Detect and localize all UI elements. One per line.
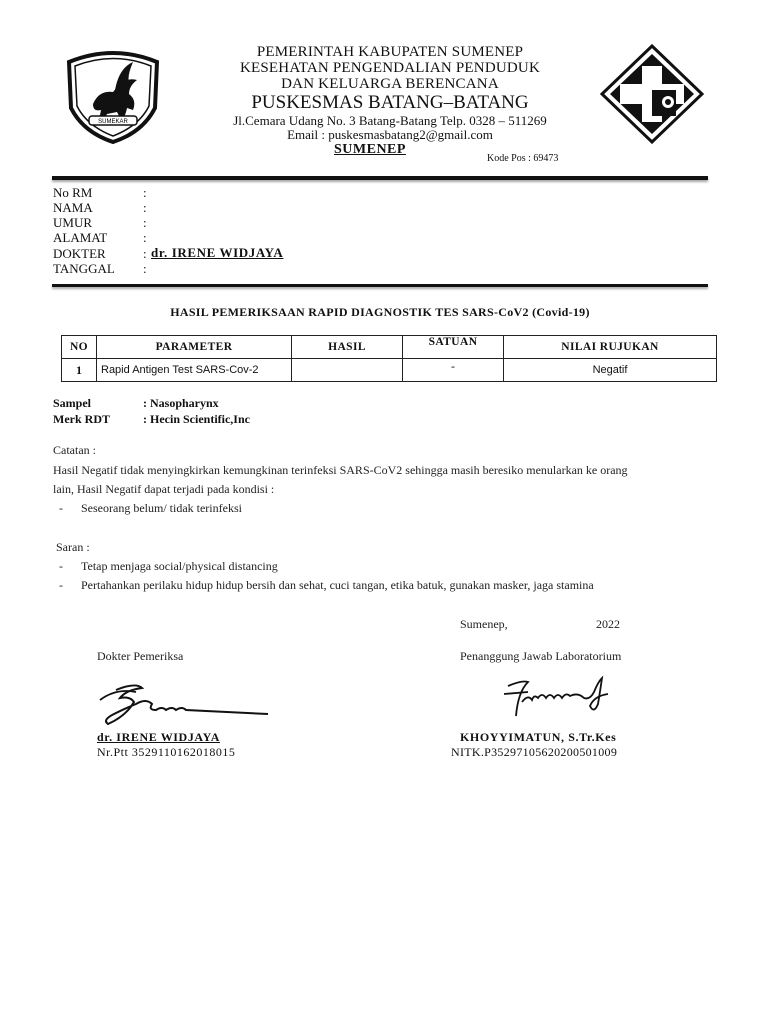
examining-doctor-role: Dokter Pemeriksa: [97, 649, 184, 663]
report-title: HASIL PEMERIKSAAN RAPID DIAGNOSTIK TES SARS-CoV2 (Covid-19): [170, 305, 590, 319]
header-department-2: DAN KELUARGA BERENCANA: [281, 76, 499, 92]
patient-divider: [52, 284, 708, 287]
cell-unit: -: [403, 359, 504, 382]
colon: :: [143, 246, 147, 261]
table-header-row: [62, 336, 717, 359]
doctor-name: dr. IRENE WIDJAYA: [97, 730, 221, 744]
header-title: PUSKESMAS BATANG–BATANG: [251, 92, 529, 113]
rdt-brand-value: : Hecin Scientific,Inc: [143, 412, 250, 426]
patient-doctor-value: dr. IRENE WIDJAYA: [151, 245, 284, 260]
patient-label-rm: No RM: [53, 185, 93, 200]
lab-supervisor-signature: [498, 672, 618, 722]
colon: :: [143, 200, 147, 215]
sign-place: Sumenep,: [460, 617, 508, 631]
column-header-parameter: PARAMETER: [97, 336, 292, 359]
cell-result: [292, 359, 403, 382]
regency-emblem: [63, 46, 163, 144]
column-header-unit: SATUAN: [403, 336, 504, 359]
header-government: PEMERINTAH KABUPATEN SUMENEP: [256, 44, 524, 60]
lab-supervisor-id: NITK.P35297105620200501009: [451, 745, 618, 759]
advice-item: Tetap menjaga social/physical distancing: [81, 559, 278, 573]
colon: :: [143, 215, 147, 230]
table-row: [62, 359, 717, 382]
patient-label-doctor: DOKTER: [53, 246, 106, 261]
notes-label: Catatan :: [53, 443, 96, 457]
sample-value: : Nasopharynx: [143, 396, 219, 410]
colon: :: [143, 261, 147, 276]
lab-supervisor-name: KHOYYIMATUN, S.Tr.Kes: [460, 730, 617, 744]
column-header-result: HASIL: [292, 336, 403, 359]
header-postal-code: Kode Pos : 69473: [487, 153, 559, 164]
notes-bullet: Seseorang belum/ tidak terinfeksi: [81, 501, 242, 515]
header-email: Email : puskesmasbatang2@gmail.com: [287, 127, 493, 142]
header-department: KESEHATAN PENGENDALIAN PENDUDUK: [240, 60, 540, 76]
patient-label-address: ALAMAT: [53, 230, 108, 245]
column-header-no: NO: [62, 336, 97, 359]
colon: :: [143, 185, 147, 200]
results-table: [61, 335, 717, 382]
notes-line-1: Hasil Negatif tidak menyingkirkan kemungkinan terinfeksi SARS-CoV2 sehingga masih beresiko menularkan ke orang: [53, 463, 628, 477]
sign-year: 2022: [596, 617, 620, 631]
header-divider: [52, 176, 708, 180]
advice-item: Pertahankan perilaku hidup hidup bersih dan sehat, cuci tangan, etika batuk, gunakan masker, jaga stamina: [81, 578, 594, 592]
header-city: SUMENEP: [334, 142, 406, 157]
sample-label: Sampel: [53, 396, 92, 410]
colon: :: [143, 230, 147, 245]
doctor-id: Nr.Ptt 3529110162018015: [97, 745, 236, 759]
column-header-reference: NILAI RUJUKAN: [504, 336, 717, 359]
rdt-brand-label: Merk RDT: [53, 412, 110, 426]
notes-line-2: lain, Hasil Negatif dapat terjadi pada kondisi :: [53, 482, 275, 496]
emblem-text: SUMEKAR: [98, 119, 128, 125]
cell-reference: Negatif: [504, 359, 717, 382]
lab-supervisor-role: Penanggung Jawab Laboratorium: [460, 649, 622, 663]
advice-label: Saran :: [56, 540, 90, 554]
patient-label-age: UMUR: [53, 215, 93, 230]
patient-label-date: TANGGAL: [53, 261, 115, 276]
cell-no: 1: [62, 359, 97, 382]
bullet-dash: -: [59, 578, 63, 592]
bullet-dash: -: [59, 501, 63, 515]
bullet-dash: -: [59, 559, 63, 573]
patient-label-name: NAMA: [53, 200, 93, 215]
doctor-signature: [96, 680, 276, 730]
header-address: Jl.Cemara Udang No. 3 Batang-Batang Telp. 0328 – 511269: [233, 113, 547, 128]
cell-parameter: Rapid Antigen Test SARS-Cov-2: [97, 359, 292, 382]
